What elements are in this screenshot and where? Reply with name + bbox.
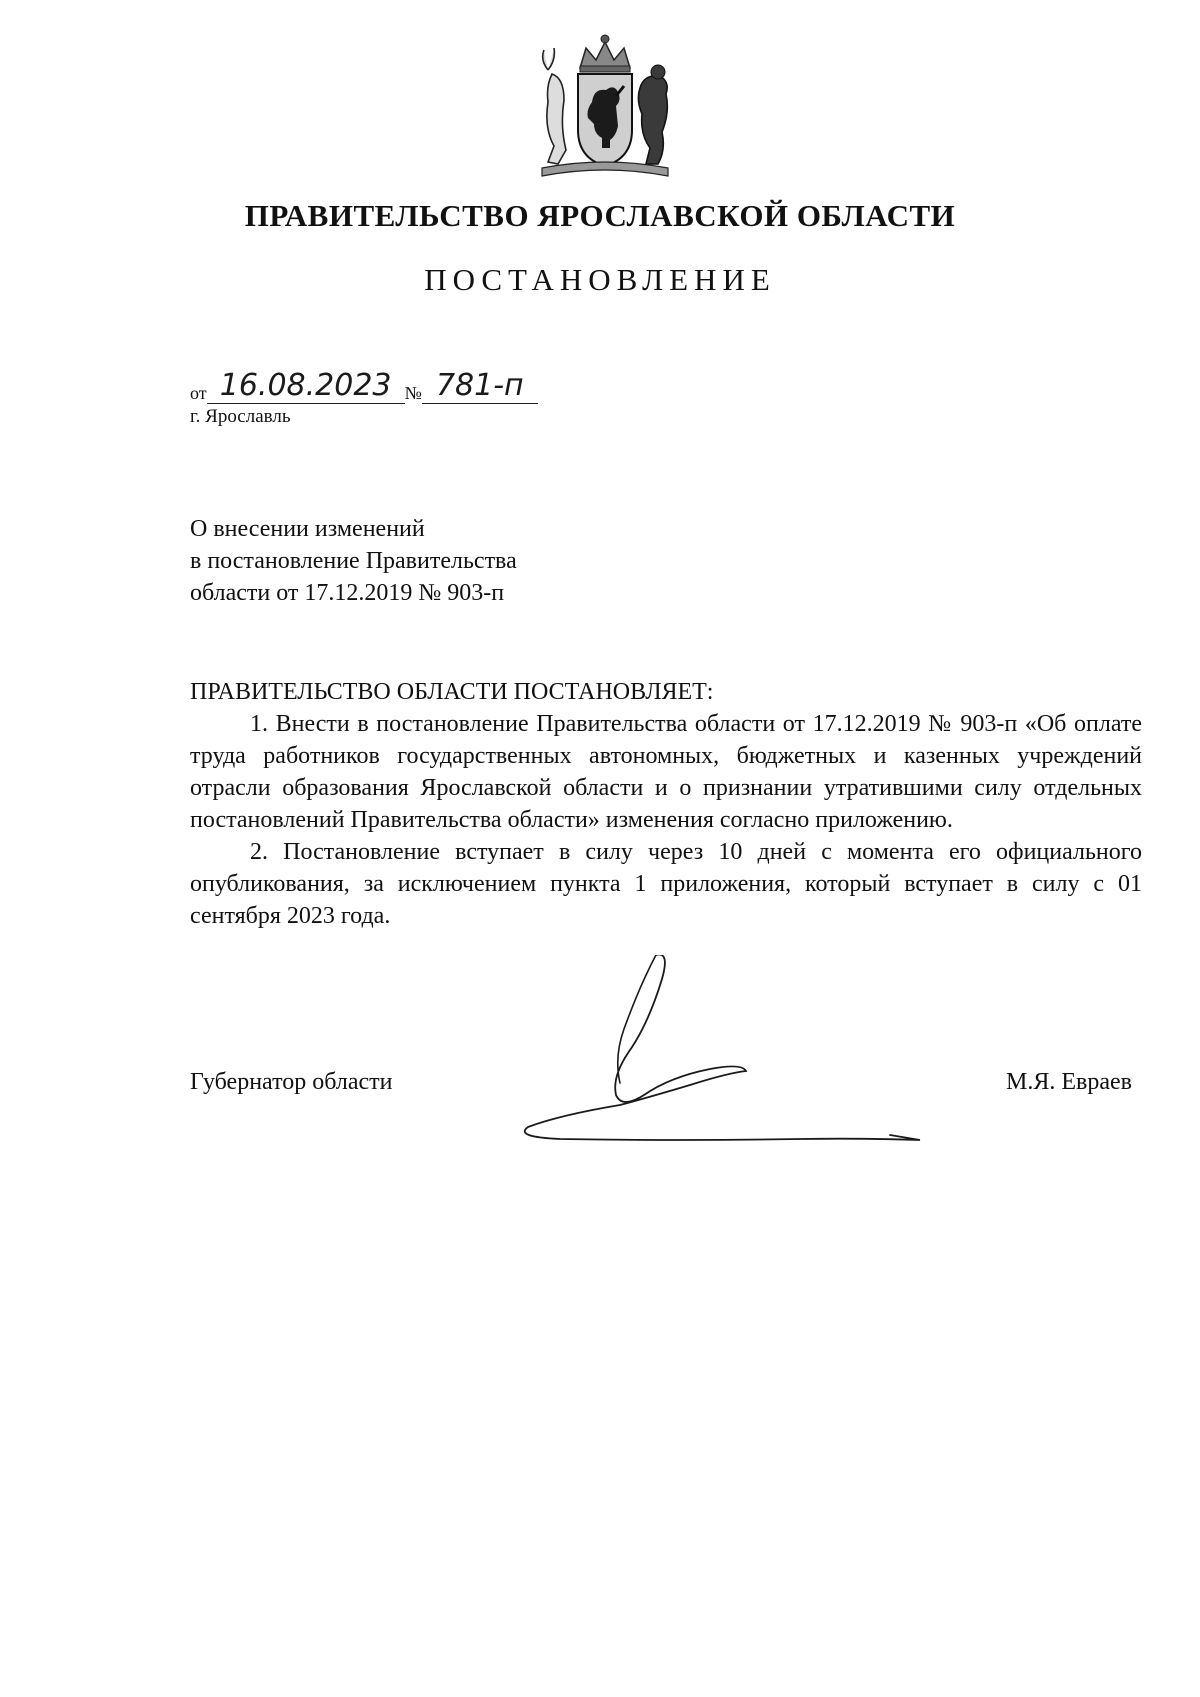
decree-body [190,708,1142,932]
decree-paragraph-2: 2. Постановление вступает в силу через 10 дней с момента его официального опубликования, за исключением пункта 1 приложения, который вступает в силу с 01 сентября 2023 года. [190,839,1142,929]
registration-line [190,368,538,404]
handwritten-signature-icon [520,955,980,1155]
coat-of-arms-icon [530,30,680,180]
document-date: 16.08.2023 [207,369,405,404]
subject-line: в постановление Правительства [190,548,517,574]
signatory-name: М.Я. Евраев [1006,1069,1132,1095]
document-type: ПОСТАНОВЛЕНИЕ [424,262,776,297]
from-label: от [190,383,207,403]
signatory-title: Губернатор области [190,1069,393,1095]
document-subject [190,513,517,609]
number-label: № [404,383,422,403]
subject-line: области от 17.12.2019 № 903-п [190,580,505,606]
subject-line: О внесении изменений [190,516,425,542]
organization-title: ПРАВИТЕЛЬСТВО ЯРОСЛАВСКОЙ ОБЛАСТИ [244,198,956,233]
decree-paragraph-1: 1. Внести в постановление Правительства области от 17.12.2019 № 903-п «Об оплате труда работников государственных автономных, бюджетных и казенных учреждений отрасли образования Ярославской области и о признании утратившими силу отдельных постановлений Правительства области» изменения согласно приложению. [190,711,1142,833]
city: г. Ярославль [190,406,291,427]
decree-heading: ПРАВИТЕЛЬСТВО ОБЛАСТИ ПОСТАНОВЛЯЕТ: [190,679,714,705]
document-number: 781-п [422,369,538,404]
